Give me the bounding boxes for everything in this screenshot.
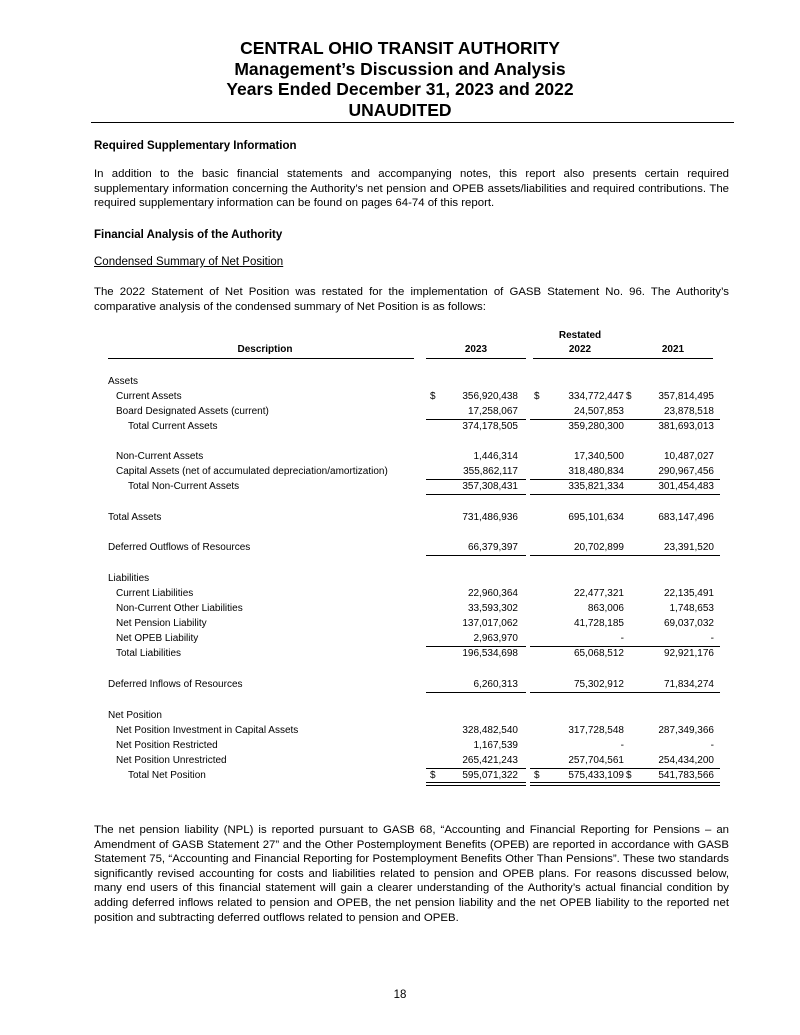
value-cell-col2: 359,280,300 xyxy=(568,421,624,432)
value-cell-col3: 92,921,176 xyxy=(663,648,714,659)
underline xyxy=(426,646,526,647)
value-cell-col1: 33,593,302 xyxy=(467,603,518,614)
row-label: Current Assets xyxy=(116,391,182,402)
column-header-description: Description xyxy=(237,344,293,355)
underline xyxy=(426,555,526,556)
row-label: Non-Current Other Liabilities xyxy=(116,603,243,614)
underline xyxy=(622,768,720,769)
value-cell-col1: 355,862,117 xyxy=(463,466,518,477)
value-cell-col1: 265,421,243 xyxy=(462,755,518,766)
value-cell-col2: 335,821,334 xyxy=(568,481,624,492)
currency-symbol: $ xyxy=(626,770,632,781)
value-cell-col2: 318,480,834 xyxy=(568,466,624,477)
table-row xyxy=(108,389,718,404)
table-row xyxy=(108,631,718,646)
value-cell-col2: 24,507,853 xyxy=(573,406,624,417)
row-label: Board Designated Assets (current) xyxy=(116,406,269,417)
value-cell-col3: 381,693,013 xyxy=(658,421,714,432)
underline xyxy=(426,692,526,693)
rsi-heading: Required Supplementary Information xyxy=(94,140,297,152)
table-row xyxy=(108,753,718,768)
currency-symbol: $ xyxy=(626,391,632,402)
row-label: Capital Assets (net of accumulated depreciation/amortization) xyxy=(116,466,388,477)
value-cell-col2: 863,006 xyxy=(587,603,624,614)
value-cell-col3: 23,878,518 xyxy=(663,406,714,417)
double-underline xyxy=(622,782,720,786)
value-cell-col2: 695,101,634 xyxy=(568,512,624,523)
rsi-paragraph: In addition to the basic financial statements and accompanying notes, this report also presents certain required supplementary information concerning the Authority’s net pension and OPEB assets/liabilities and required contributions. The required supplementary information can be found on pages 64-74 of this report. xyxy=(94,168,729,210)
value-cell-col2: 334,772,447 xyxy=(568,391,624,402)
underline xyxy=(622,419,720,420)
value-cell-col3: - xyxy=(710,740,714,751)
row-label: Net OPEB Liability xyxy=(116,633,199,644)
underline xyxy=(530,768,628,769)
value-cell-col1: 196,534,698 xyxy=(462,648,518,659)
table-row xyxy=(108,419,718,434)
table-row xyxy=(108,708,718,723)
report-period: Years Ended December 31, 2023 and 2022 xyxy=(226,79,574,99)
value-cell-col3: 71,834,274 xyxy=(663,679,714,690)
table-row xyxy=(108,449,718,464)
value-cell-col3: 357,814,495 xyxy=(658,391,714,402)
value-cell-col1: 356,920,438 xyxy=(462,391,518,402)
table-row xyxy=(108,404,718,419)
row-label: Total Non-Current Assets xyxy=(128,481,240,492)
column-header-2021: 2021 xyxy=(661,344,685,355)
row-label: Total Liabilities xyxy=(116,648,182,659)
condensed-summary-paragraph: The 2022 Statement of Net Position was restated for the implementation of GASB Statement No. 96. The Authority’s comparative analysis of the condensed summary of Net Position is as follows: xyxy=(94,286,729,313)
value-cell-col1: 374,178,505 xyxy=(462,421,518,432)
table-row xyxy=(108,738,718,753)
underline xyxy=(530,479,628,480)
underline xyxy=(530,494,628,495)
value-cell-col1: 357,308,431 xyxy=(462,481,518,492)
underline xyxy=(622,494,720,495)
row-label: Deferred Outflows of Resources xyxy=(108,542,251,553)
underline xyxy=(426,494,526,495)
header-rule xyxy=(613,358,713,359)
currency-symbol: $ xyxy=(534,391,540,402)
double-underline xyxy=(530,782,628,786)
value-cell-col2: 20,702,899 xyxy=(573,542,624,553)
value-cell-col3: 541,783,566 xyxy=(658,770,714,781)
header-rule xyxy=(108,358,414,359)
underline xyxy=(426,419,526,420)
value-cell-col3: 683,147,496 xyxy=(658,512,714,523)
value-cell-col3: 254,434,200 xyxy=(658,755,714,766)
value-cell-col2: 75,302,912 xyxy=(573,679,624,690)
row-label: Total Current Assets xyxy=(128,421,218,432)
document-header xyxy=(0,38,800,120)
value-cell-col3: 10,487,027 xyxy=(663,451,714,462)
table-row xyxy=(108,677,718,692)
value-cell-col2: 22,477,321 xyxy=(573,588,624,599)
row-label: Current Liabilities xyxy=(116,588,194,599)
value-cell-col3: 22,135,491 xyxy=(663,588,714,599)
audit-status: UNAUDITED xyxy=(348,99,452,120)
value-cell-col2: 575,433,109 xyxy=(568,770,624,781)
row-label: Deferred Inflows of Resources xyxy=(108,679,243,690)
header-rule xyxy=(426,358,526,359)
value-cell-col1: 731,486,936 xyxy=(462,512,518,523)
underline xyxy=(622,692,720,693)
table-row xyxy=(108,540,718,555)
underline xyxy=(622,646,720,647)
value-cell-col2: - xyxy=(620,633,624,644)
table-row xyxy=(108,646,718,661)
column-header-2023: 2023 xyxy=(464,344,488,355)
value-cell-col3: - xyxy=(710,633,714,644)
table-row xyxy=(108,571,718,586)
value-cell-col2: 65,068,512 xyxy=(573,648,624,659)
underline xyxy=(426,479,526,480)
value-cell-col2: 41,728,185 xyxy=(573,618,624,629)
underline xyxy=(530,692,628,693)
value-cell-col3: 69,037,032 xyxy=(663,618,714,629)
value-cell-col3: 287,349,366 xyxy=(658,725,714,736)
row-label: Total Assets xyxy=(108,512,162,523)
table-row xyxy=(108,723,718,738)
org-name: CENTRAL OHIO TRANSIT AUTHORITY xyxy=(240,38,560,58)
value-cell-col2: 317,728,548 xyxy=(568,725,624,736)
row-label: Net Position xyxy=(108,710,162,721)
underline xyxy=(530,419,628,420)
underline xyxy=(530,646,628,647)
table-row xyxy=(108,768,718,783)
header-divider xyxy=(91,122,734,123)
value-cell-col1: 2,963,970 xyxy=(473,633,518,644)
currency-symbol: $ xyxy=(430,391,436,402)
value-cell-col3: 290,967,456 xyxy=(658,466,714,477)
value-cell-col2: 257,704,561 xyxy=(568,755,624,766)
financial-analysis-heading: Financial Analysis of the Authority xyxy=(94,229,283,241)
underline xyxy=(530,555,628,556)
table-row xyxy=(108,586,718,601)
column-header-2022: 2022 xyxy=(568,344,592,355)
value-cell-col3: 1,748,653 xyxy=(669,603,714,614)
value-cell-col1: 66,379,397 xyxy=(467,542,518,553)
row-label: Assets xyxy=(108,376,139,387)
row-label: Liabilities xyxy=(108,573,150,584)
value-cell-col1: 22,960,364 xyxy=(467,588,518,599)
page-number: 18 xyxy=(393,989,407,1001)
value-cell-col2: 17,340,500 xyxy=(573,451,624,462)
row-label: Net Position Restricted xyxy=(116,740,218,751)
column-header-restated: Restated xyxy=(558,330,602,341)
row-label: Total Net Position xyxy=(128,770,206,781)
value-cell-col2: - xyxy=(620,740,624,751)
table-row xyxy=(108,479,718,494)
row-label: Net Position Investment in Capital Assets xyxy=(116,725,299,736)
currency-symbol: $ xyxy=(534,770,540,781)
value-cell-col1: 328,482,540 xyxy=(462,725,518,736)
value-cell-col1: 17,258,067 xyxy=(467,406,518,417)
underline xyxy=(426,768,526,769)
report-title: Management’s Discussion and Analysis xyxy=(234,58,566,79)
value-cell-col1: 6,260,313 xyxy=(473,679,518,690)
value-cell-col1: 1,446,314 xyxy=(473,451,518,462)
double-underline xyxy=(426,782,526,786)
table-row xyxy=(108,464,718,479)
condensed-summary-subheading: Condensed Summary of Net Position xyxy=(94,256,284,268)
pension-opeb-paragraph: The net pension liability (NPL) is reported pursuant to GASB 68, “Accounting and Financial Reporting for Pensions – an Amendment of GASB Statement 27” and the Other Postemployment Benefits (OPEB) are reported in accordance with GASB Statement 75, “Accounting and Financial Reporting for Postemployment Benefits Other Than Pensions”. These two standards significantly revised accounting for costs and liabilities related to pension and OPEB plans. For reasons discussed below, many end users of this financial statement will gain a clearer understanding of the Authority’s actual financial condition by adding deferred inflows related to pension and OPEB, the net pension liability and the net OPEB liability to the reported net position and subtracting deferred outflows related to pension and OPEB. xyxy=(94,824,729,924)
currency-symbol: $ xyxy=(430,770,436,781)
table-row xyxy=(108,616,718,631)
table-row xyxy=(108,374,718,389)
underline xyxy=(622,555,720,556)
value-cell-col1: 137,017,062 xyxy=(462,618,518,629)
row-label: Non-Current Assets xyxy=(116,451,204,462)
value-cell-col3: 301,454,483 xyxy=(658,481,714,492)
underline xyxy=(622,479,720,480)
row-label: Net Position Unrestricted xyxy=(116,755,227,766)
value-cell-col1: 1,167,539 xyxy=(473,740,518,751)
table-row xyxy=(108,510,718,525)
value-cell-col3: 23,391,520 xyxy=(663,542,714,553)
table-row xyxy=(108,601,718,616)
value-cell-col1: 595,071,322 xyxy=(462,770,518,781)
row-label: Net Pension Liability xyxy=(116,618,207,629)
